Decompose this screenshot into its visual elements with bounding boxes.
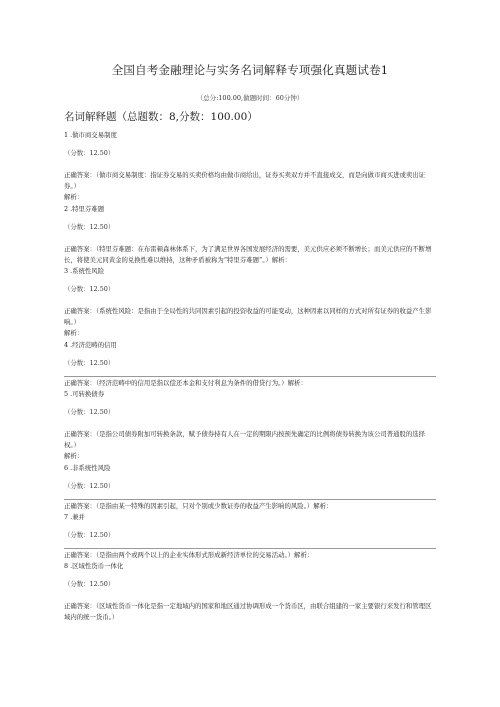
question-score: （分数：12.50） [64, 285, 115, 293]
question-answer: 正确答案：（经济范畴中的信用是指以偿还本金和支付利息为条件的借贷行为。）解析： [64, 379, 307, 387]
question-score: （分数：12.50） [64, 531, 115, 539]
question-title: 8 .区域性货币一体化 [64, 562, 124, 570]
question-answer: 正确答案：（是指由某一特殊的因素引起，只对个别或少数证券的收益产生影响的风险。）解析： [64, 502, 333, 510]
question-title: 5 .可转换债券 [64, 390, 105, 398]
question-title: 2 .特里芬难题 [64, 205, 105, 213]
question-title: 1 .做市商交易制度 [64, 131, 117, 139]
question-title: 3 .系统性风险 [64, 267, 105, 275]
divider [64, 548, 436, 549]
question-title: 6 .非系统性风险 [64, 464, 111, 472]
document-title: 全国自考金融理论与实务名词解释专项强化真题试卷1 [111, 63, 389, 77]
question-answer: 正确答案：（是指公司债券附加可转换条款，赋予债券持有人在一定的期限内按预先确定的比例将债券转换为该公司普通股的选择权。） [64, 430, 426, 449]
question-answer: 正确答案：（特里芬难题：在布雷顿森林体系下，为了满足世界各国发展经济的需要，美元供应必须不断增长；而美元供应的不断增长，将使美元同黄金的兑换性难以维持，这种矛盾被称为“特里芬难题”。）解析： [64, 245, 432, 264]
question-5 [64, 389, 436, 462]
question-6 [64, 463, 436, 512]
question-score: （分数：12.50） [64, 482, 115, 490]
question-answer: 正确答案：（区域性货币一体化是指一定地域内的国家和地区通过协调形成一个货币区，由联合组建的一家主要银行来发行和管理区域内的统一货币。） [64, 602, 432, 621]
question-score: （分数：12.50） [64, 359, 115, 367]
question-7 [64, 512, 436, 561]
question-answer: 正确答案：（系统性风险：是指由于全局性的共同因素引起的投资收益的可能变动，这种因素以同样的方式对所有证券的收益产生影响。） [64, 307, 432, 326]
divider [64, 376, 436, 377]
question-4 [64, 340, 436, 389]
question-answer: 正确答案：（做市商交易制度：指证券交易的买卖价格均由做市商给出，证券买卖双方并不直接成交，而是向做市商买进或卖出证券。） [64, 171, 426, 190]
question-8 [64, 561, 436, 623]
question-3 [64, 266, 436, 339]
question-2 [64, 204, 436, 266]
question-list [64, 130, 436, 623]
question-1 [64, 130, 436, 203]
question-score: （分数：12.50） [64, 580, 115, 588]
document-meta: （总分:100.00,做题时间：60分钟） [196, 94, 304, 102]
question-explanation: 解析： [64, 329, 84, 337]
question-explanation: 解析： [64, 452, 84, 460]
question-explanation: 解析： [64, 193, 84, 201]
question-score: （分数：12.50） [64, 223, 115, 231]
question-title: 7 .兼并 [64, 513, 85, 521]
question-score: （分数：12.50） [64, 149, 115, 157]
question-score: （分数：12.50） [64, 408, 115, 416]
divider [64, 499, 436, 500]
question-answer: 正确答案：（是指由两个或两个以上的企业实体形式形成新经济单位的交易活动。）解析： [64, 551, 314, 559]
section-heading: 名词解释题（总题数：8,分数：100.00） [64, 111, 258, 123]
question-title: 4 .经济范畴的信用 [64, 341, 117, 349]
